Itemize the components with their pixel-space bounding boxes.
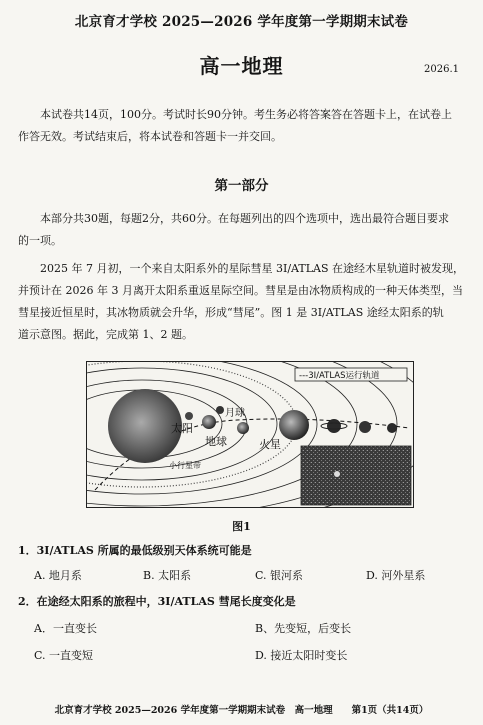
- exam-date: 2026.1: [424, 64, 459, 75]
- q2-option-d[interactable]: D. 接近太阳时变长: [255, 649, 348, 662]
- passage-line-2: 并预计在 2026 年 3 月离开太阳系重返星际空间。彗星是由冰物质构成的一种天体类型，当: [18, 284, 463, 297]
- q1-option-a[interactable]: A. 地月系: [34, 569, 82, 582]
- q2-option-a[interactable]: A．一直变长: [34, 622, 97, 635]
- q1-option-d[interactable]: D. 河外星系: [366, 569, 426, 582]
- orbit-diagram: [87, 362, 413, 507]
- mercury-icon: [185, 412, 193, 420]
- asteroid-belt-label: 小行星带: [169, 461, 201, 470]
- sun-label: 太阳: [171, 422, 193, 435]
- q2-option-b[interactable]: B、先变短，后变长: [255, 622, 352, 635]
- mars-label: 火星: [259, 438, 281, 451]
- moon-label: 月球: [225, 408, 245, 419]
- part-description-line-2: 的一项。: [18, 234, 62, 247]
- neptune-icon: [387, 423, 397, 433]
- passage-line-1: 2025 年 7 月初，一个来自太阳系外的星际彗星 3I/ATLAS 在途经木星轨道时被发现，: [40, 262, 464, 275]
- legend-label: ---3I/ATLAS运行轨道: [299, 371, 380, 381]
- passage-line-4: 道示意图。据此，完成第 1、2 题。: [18, 328, 193, 341]
- comet-photo: [301, 446, 411, 505]
- q2-option-c[interactable]: C. 一直变短: [34, 649, 94, 662]
- instructions-line-2: 作答无效。考试结束后，将本试卷和答题卡一并交回。: [18, 130, 282, 143]
- subject-title: 高一地理: [199, 54, 284, 78]
- passage: [18, 258, 470, 346]
- part-title: 第一部分: [214, 178, 269, 194]
- question-1: [18, 542, 252, 558]
- page-footer: 北京育才学校 2025—2026 学年度第一学期期末试卷 高一地理 第1页（共14页）: [54, 705, 429, 716]
- question-1-number: 1．: [18, 544, 37, 557]
- jupiter-icon: [279, 410, 309, 440]
- passage-line-3: 彗星接近恒星时，其冰物质就会升华，形成“彗尾”。图 1 是 3I/ATLAS 途经太阳系的轨: [18, 306, 444, 319]
- earth-icon: [202, 415, 216, 429]
- figure-1-diagram: [86, 361, 414, 508]
- question-2: [18, 593, 296, 609]
- instructions: [18, 104, 470, 148]
- question-2-number: 2．: [18, 595, 37, 608]
- mars-icon: [237, 422, 249, 434]
- exam-header-title: 北京育才学校 2025—2026 学年度第一学期期末试卷: [74, 14, 409, 30]
- earth-label: 地球: [205, 435, 227, 448]
- part-description: [18, 208, 470, 252]
- q1-option-c[interactable]: C. 银河系: [255, 569, 304, 582]
- question-1-text: 3I/ATLAS 所属的最低级别天体系统可能是: [36, 544, 252, 557]
- q1-option-b[interactable]: B. 太阳系: [143, 569, 192, 582]
- uranus-icon: [359, 421, 371, 433]
- question-2-text: 在途经太阳系的旅程中，3I/ATLAS 彗尾长度变化是: [36, 595, 296, 608]
- moon-icon: [216, 406, 224, 414]
- part-description-line-1: 本部分共30题，每题2分，共60分。在每题列出的四个选项中，选出最符合题目要求: [40, 212, 449, 225]
- instructions-line-1: 本试卷共14页，100分。考试时长90分钟。考生务必将答案答在答题卡上，在试卷上: [40, 108, 452, 121]
- saturn-icon: [327, 419, 341, 433]
- figure-caption: 图1: [232, 520, 251, 533]
